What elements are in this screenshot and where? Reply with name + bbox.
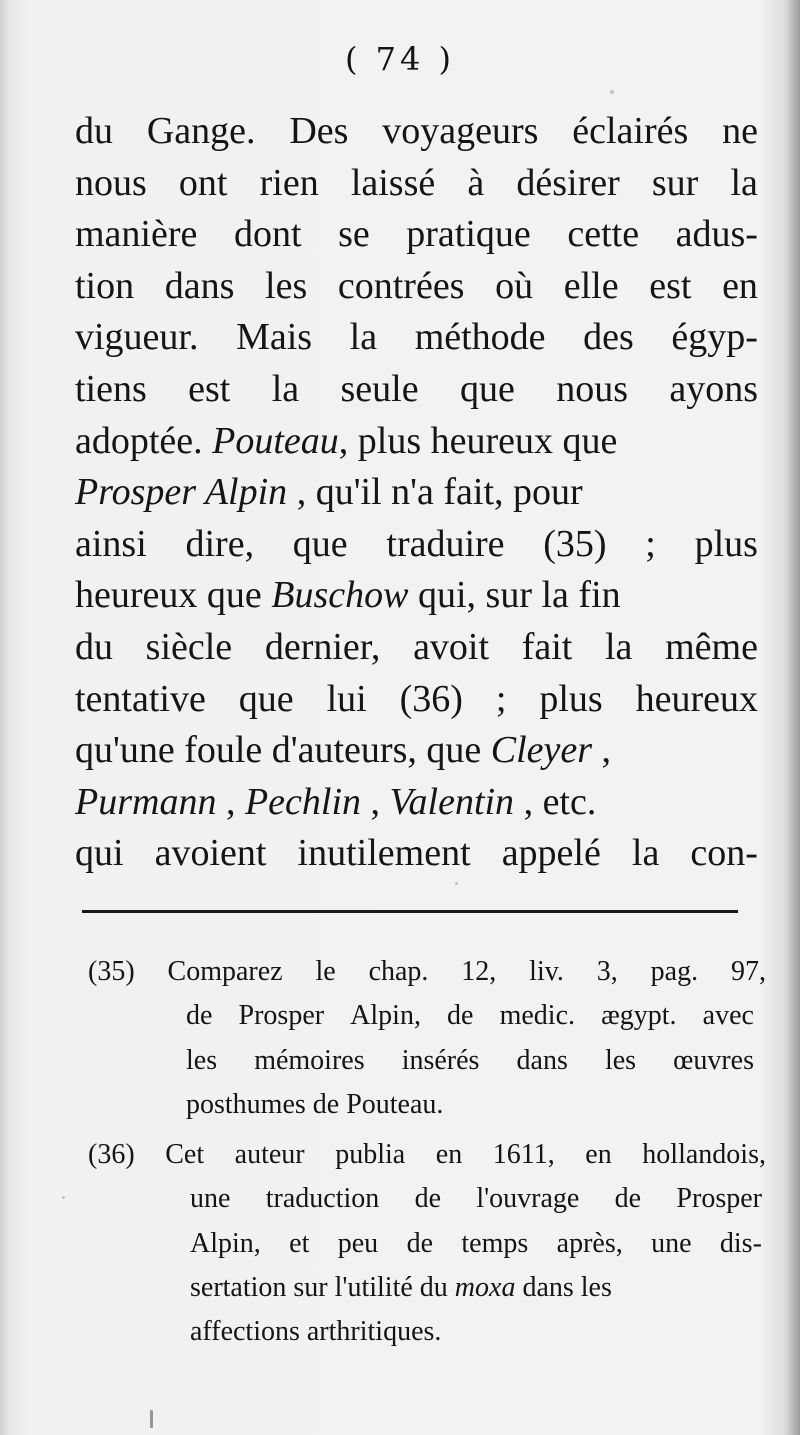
text-run (75, 777, 596, 829)
word: est (188, 367, 231, 410)
text-segment: , etc. (514, 780, 597, 823)
word: mémoires (254, 1044, 365, 1076)
word: la (349, 316, 378, 359)
footnote-text: dans les (515, 1272, 612, 1304)
footnote-text (88, 1133, 766, 1177)
word: laissé (350, 161, 436, 204)
word: la (271, 367, 300, 410)
text-line (75, 467, 758, 519)
text-segment (75, 261, 758, 313)
word: Prosper (238, 1000, 325, 1032)
footnote-text: sertation sur l'utilité du (190, 1272, 455, 1304)
text-line (75, 261, 758, 313)
footnote-text (88, 950, 766, 994)
word: plus (539, 677, 603, 720)
text-run (75, 570, 621, 622)
text-line (75, 416, 758, 468)
word: en (435, 1139, 463, 1171)
word: méthode (414, 316, 546, 359)
word: les (186, 1044, 218, 1076)
word: tiens (75, 367, 147, 410)
word: rien (259, 161, 319, 204)
paper-speck (62, 1196, 65, 1199)
word: ; (645, 522, 656, 565)
text-segment: , (216, 780, 245, 823)
word: les (265, 264, 308, 307)
text-segment (75, 209, 758, 261)
word: de (447, 1000, 474, 1032)
word: de (614, 1183, 642, 1215)
word: tentative (75, 677, 206, 720)
word: dernier, (264, 625, 381, 668)
footnote-35-line (88, 950, 766, 994)
word: contrées (337, 264, 465, 307)
word: le (315, 956, 336, 987)
author-name-italic: Pouteau (212, 419, 339, 462)
text-line (75, 828, 758, 880)
word: lui (326, 677, 367, 720)
author-name-italic: Purmann (75, 780, 217, 823)
word: se (338, 213, 370, 256)
word: Comparez (167, 956, 283, 987)
word: dont (233, 213, 302, 256)
word: où (495, 264, 534, 307)
word: avec (702, 1000, 754, 1032)
footnote-separator (82, 910, 738, 913)
text-segment: qui, sur la fin (408, 574, 621, 617)
footnote-35-line (186, 994, 754, 1038)
word: nous (556, 367, 628, 410)
word: dans (516, 1044, 568, 1076)
word: Gange. (146, 110, 256, 152)
word: appelé (501, 832, 601, 875)
text-run (75, 416, 617, 468)
footnote-36-line (190, 1266, 762, 1310)
paper-speck (610, 90, 614, 94)
text-line (75, 209, 758, 261)
word: des (583, 316, 634, 359)
text-segment (75, 106, 758, 158)
footnote-text (186, 994, 754, 1038)
paper-speck (150, 1410, 153, 1428)
text-line (75, 725, 758, 777)
word: qui (75, 832, 124, 875)
word: publia (335, 1139, 406, 1171)
footnote-36-line (190, 1310, 762, 1354)
footnote-text: affections arthritiques. (190, 1316, 442, 1348)
word: Prosper (676, 1183, 762, 1215)
word: en (585, 1139, 612, 1171)
text-segment (75, 312, 758, 364)
word: Cet (165, 1139, 205, 1171)
word: de (186, 1000, 213, 1032)
word: une (190, 1183, 231, 1215)
word: chap. (368, 956, 429, 987)
word: désirer (516, 161, 620, 204)
word: la (605, 625, 633, 668)
word: medic. (499, 1000, 575, 1032)
text-line (75, 622, 758, 674)
word: liv. (529, 956, 564, 987)
word: avoient (154, 832, 267, 875)
text-run (75, 725, 611, 777)
word: à (467, 161, 485, 204)
footnote-text (186, 1039, 754, 1083)
text-line (75, 106, 758, 158)
footnote-36-line (190, 1222, 762, 1266)
word: tion (75, 264, 135, 307)
word: que (292, 522, 348, 565)
word: traduction (265, 1183, 380, 1215)
word: 1611, (492, 1139, 555, 1171)
word: la (730, 161, 758, 204)
text-segment (75, 828, 758, 880)
text-segment (75, 622, 758, 674)
word: auteur (234, 1139, 305, 1171)
word: Mais (236, 316, 313, 359)
word: (35) (543, 522, 607, 565)
word: plus (694, 522, 758, 565)
word: Des (289, 110, 349, 152)
author-name-italic: Cleyer (490, 729, 593, 772)
word: une (651, 1227, 692, 1259)
word: éclairés (572, 110, 689, 152)
word: pag. (650, 956, 699, 987)
word: (36) (88, 1139, 135, 1171)
word: même (665, 625, 758, 668)
word: 12, (461, 956, 497, 987)
text-segment: , plus heureux que (338, 419, 618, 462)
word: peu (337, 1227, 379, 1259)
word: insérés (401, 1044, 480, 1076)
word: adus- (675, 213, 758, 256)
word: œuvres (673, 1044, 754, 1076)
text-line (75, 570, 758, 622)
word: est (649, 264, 692, 307)
author-name-italic: Buschow (271, 574, 409, 617)
word: ayons (669, 367, 758, 410)
word: fait (521, 625, 573, 668)
word: de (414, 1183, 442, 1215)
text-segment: , (361, 780, 390, 823)
term-italic: moxa (454, 1272, 516, 1304)
footnote-36-line (88, 1133, 766, 1177)
text-line (75, 312, 758, 364)
word: et (289, 1227, 310, 1259)
word: ne (722, 110, 758, 152)
word: nous (75, 161, 147, 204)
text-line (75, 777, 758, 829)
footnote-35-line (186, 1083, 754, 1127)
word: voyageurs (382, 110, 539, 152)
word: la (631, 832, 660, 875)
footnote-text (190, 1222, 762, 1266)
text-line (75, 364, 758, 416)
word: heureux (635, 677, 758, 720)
text-segment: qu'une foule d'auteurs, que (75, 729, 491, 772)
text-run (75, 467, 583, 519)
word: 97, (730, 956, 766, 987)
word: du (75, 110, 113, 152)
author-name-italic: Prosper Alpin (75, 471, 288, 514)
word: en (722, 264, 758, 307)
main-text (75, 106, 758, 880)
text-line (75, 519, 758, 571)
word: ainsi (75, 522, 147, 565)
word: sur (651, 161, 699, 204)
text-segment (75, 158, 758, 210)
word: égyp- (671, 316, 758, 359)
word: cette (567, 213, 640, 256)
footnote-text: posthumes de Pouteau. (186, 1088, 444, 1120)
paper-speck (455, 882, 458, 885)
word: temps (461, 1227, 529, 1259)
text-line (75, 674, 758, 726)
word: 3, (596, 956, 618, 987)
footnote-36-line (190, 1177, 762, 1221)
word: dans (164, 264, 235, 307)
word: pratique (406, 213, 531, 256)
author-name-italic: Pechlin (244, 780, 362, 823)
page-number: ( 74 ) (344, 40, 456, 78)
word: ægypt. (601, 1000, 677, 1032)
word: ; (495, 677, 507, 720)
word: (36) (399, 677, 463, 720)
word: dire, (185, 522, 255, 565)
text-segment (75, 674, 758, 726)
word: avoit (413, 625, 490, 668)
word: siècle (145, 625, 233, 668)
word: dis- (719, 1227, 762, 1259)
footnote-35-line (186, 1039, 754, 1083)
word: seule (340, 367, 419, 410)
text-segment: heureux que (75, 574, 272, 617)
word: elle (563, 264, 619, 307)
page-edge-shadow (782, 0, 800, 1435)
author-name-italic: Valentin (389, 780, 515, 823)
word: Alpin, (350, 1000, 421, 1032)
text-segment (75, 364, 758, 416)
word: vigueur. (75, 316, 199, 359)
text-segment (75, 519, 758, 571)
word: inutilement (297, 832, 471, 875)
footnotes (88, 950, 768, 1355)
text-segment: adoptée. (75, 419, 213, 462)
word: que (238, 677, 294, 720)
text-segment: , qu'il n'a fait, pour (287, 471, 583, 514)
word: traduire (386, 522, 505, 565)
word: les (604, 1044, 637, 1076)
word: de (406, 1227, 433, 1259)
footnote-run (190, 1266, 612, 1310)
word: du (75, 625, 113, 668)
footnote-text (190, 1177, 762, 1221)
text-line (75, 158, 758, 210)
word: ont (178, 161, 228, 204)
word: con- (690, 832, 758, 875)
word: après, (556, 1227, 623, 1259)
word: Alpin, (190, 1227, 261, 1259)
word: hollandois, (642, 1139, 766, 1171)
word: que (459, 367, 515, 410)
word: l'ouvrage (476, 1183, 580, 1215)
word: manière (75, 213, 198, 256)
word: (35) (88, 956, 135, 987)
text-segment: , (592, 729, 612, 772)
